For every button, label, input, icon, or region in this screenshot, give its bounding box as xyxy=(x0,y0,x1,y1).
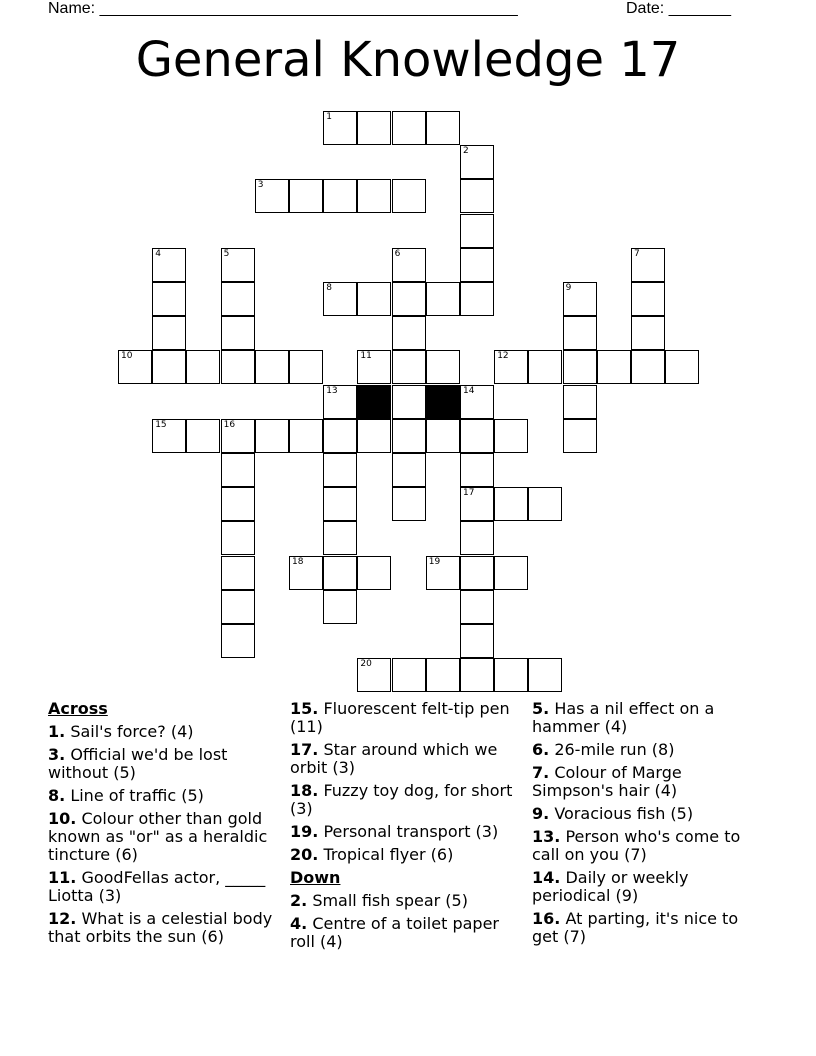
grid-block xyxy=(426,385,460,419)
grid-cell[interactable] xyxy=(460,624,494,658)
grid-cell[interactable] xyxy=(563,316,597,350)
cell-number: 10 xyxy=(121,351,133,362)
clue-text: Person who's come to call on you (7) xyxy=(532,827,741,864)
clue-down-7 xyxy=(532,764,762,800)
clue-text: Daily or weekly periodical (9) xyxy=(532,868,689,905)
grid-cell[interactable] xyxy=(323,111,357,145)
clue-across-19 xyxy=(290,823,515,841)
grid-cell[interactable] xyxy=(221,316,255,350)
date-field[interactable]: Date: _______ xyxy=(626,0,731,17)
cell-number: 12 xyxy=(497,351,509,362)
clue-number: 7. xyxy=(532,763,550,782)
clue-column-2 xyxy=(290,700,515,956)
grid-cell[interactable] xyxy=(426,419,460,453)
clue-across-18 xyxy=(290,782,515,818)
grid-cell[interactable] xyxy=(323,590,357,624)
clue-across-15 xyxy=(290,700,515,736)
grid-cell[interactable] xyxy=(460,453,494,487)
clue-number: 9. xyxy=(532,804,550,823)
grid-cell[interactable] xyxy=(221,487,255,521)
down-heading: Down xyxy=(290,868,341,887)
grid-cell[interactable] xyxy=(152,350,186,384)
grid-cell[interactable] xyxy=(221,282,255,316)
clue-number: 4. xyxy=(290,914,308,933)
clue-text: What is a celestial body that orbits the sun (6) xyxy=(48,909,273,946)
clue-across-11 xyxy=(48,869,278,905)
grid-cell[interactable] xyxy=(289,419,323,453)
clue-text: At parting, it's nice to get (7) xyxy=(532,909,739,946)
cell-number: 3 xyxy=(257,180,264,191)
grid-cell[interactable] xyxy=(255,350,289,384)
clue-text: Tropical flyer (6) xyxy=(323,845,454,864)
grid-cell[interactable] xyxy=(392,111,426,145)
grid-cell[interactable] xyxy=(563,419,597,453)
clue-column-1 xyxy=(48,700,278,951)
grid-cell[interactable] xyxy=(460,419,494,453)
grid-cell[interactable] xyxy=(460,179,494,213)
grid-cell[interactable] xyxy=(665,350,699,384)
clue-text: Fluorescent felt-tip pen (11) xyxy=(290,699,510,736)
clue-text: Centre of a toilet paper roll (4) xyxy=(290,914,499,951)
cell-number: 6 xyxy=(394,248,401,259)
cell-number: 20 xyxy=(360,659,372,670)
clue-column-3 xyxy=(532,700,762,951)
clue-text: GoodFellas actor, _____ Liotta (3) xyxy=(48,868,266,905)
grid-cell[interactable] xyxy=(221,624,255,658)
grid-cell[interactable] xyxy=(357,658,391,692)
grid-cell[interactable] xyxy=(494,658,528,692)
clue-number: 16. xyxy=(532,909,561,928)
cell-number: 9 xyxy=(565,283,572,293)
clue-number: 17. xyxy=(290,740,319,759)
grid-cell[interactable] xyxy=(460,590,494,624)
clue-across-8 xyxy=(48,787,278,805)
grid-cell[interactable] xyxy=(392,385,426,419)
clue-across-20 xyxy=(290,846,515,864)
clue-number: 6. xyxy=(532,740,550,759)
grid-cell[interactable] xyxy=(221,556,255,590)
grid-cell[interactable] xyxy=(631,316,665,350)
grid-cell[interactable] xyxy=(323,556,357,590)
page-title: General Knowledge 17 xyxy=(135,32,681,88)
cell-number: 11 xyxy=(360,351,372,362)
grid-cell[interactable] xyxy=(563,350,597,384)
cell-number: 17 xyxy=(463,488,475,499)
grid-cell[interactable] xyxy=(460,145,494,179)
grid-cell[interactable] xyxy=(323,179,357,213)
cell-number: 2 xyxy=(463,146,469,157)
grid-cell[interactable] xyxy=(494,350,528,384)
clue-text: Sail's force? (4) xyxy=(70,722,194,741)
clue-text: Has a nil effect on a hammer (4) xyxy=(532,699,715,736)
grid-cell[interactable] xyxy=(631,350,665,384)
clue-number: 2. xyxy=(290,891,308,910)
cell-number: 1 xyxy=(326,112,332,122)
grid-cell[interactable] xyxy=(631,282,665,316)
clue-across-12 xyxy=(48,910,278,946)
clue-down-5 xyxy=(532,700,762,736)
grid-cell[interactable] xyxy=(221,350,255,384)
cell-number: 7 xyxy=(634,248,640,259)
grid-cell[interactable] xyxy=(289,179,323,213)
grid-cell[interactable] xyxy=(460,248,494,282)
grid-cell[interactable] xyxy=(392,248,426,282)
grid-cell[interactable] xyxy=(460,282,494,316)
clue-number: 1. xyxy=(48,722,66,741)
grid-cell[interactable] xyxy=(357,419,391,453)
clue-text: Colour other than gold known as "or" as a heraldic tincture (6) xyxy=(48,809,268,864)
grid-cell[interactable] xyxy=(323,487,357,521)
clue-number: 10. xyxy=(48,809,77,828)
grid-cell[interactable] xyxy=(392,487,426,521)
grid-cell[interactable] xyxy=(597,350,631,384)
grid-cell[interactable] xyxy=(357,350,391,384)
grid-cell[interactable] xyxy=(357,556,391,590)
clue-down-6 xyxy=(532,741,762,759)
grid-cell[interactable] xyxy=(392,453,426,487)
clue-down-14 xyxy=(532,869,762,905)
clue-number: 15. xyxy=(290,699,319,718)
grid-cell[interactable] xyxy=(392,282,426,316)
grid-cell[interactable] xyxy=(152,282,186,316)
clue-text: Star around which we orbit (3) xyxy=(290,740,498,777)
clue-down-4 xyxy=(290,915,515,951)
grid-cell[interactable] xyxy=(357,111,391,145)
clue-number: 14. xyxy=(532,868,561,887)
clue-text: Line of traffic (5) xyxy=(70,786,204,805)
cell-number: 15 xyxy=(155,419,167,430)
clue-across-17 xyxy=(290,741,515,777)
grid-cell[interactable] xyxy=(528,487,562,521)
clue-number: 8. xyxy=(48,786,66,805)
clue-text: Voracious fish (5) xyxy=(554,804,694,823)
grid-cell[interactable] xyxy=(392,419,426,453)
clue-down-13 xyxy=(532,828,762,864)
grid-cell[interactable] xyxy=(221,590,255,624)
grid-cell[interactable] xyxy=(221,419,255,453)
cell-number: 19 xyxy=(428,556,441,567)
grid-cell[interactable] xyxy=(186,419,220,453)
grid-cell[interactable] xyxy=(426,282,460,316)
clue-number: 19. xyxy=(290,822,319,841)
clue-across-10 xyxy=(48,810,278,864)
cell-number: 8 xyxy=(326,283,332,293)
grid-cell[interactable] xyxy=(528,350,562,384)
grid-cell[interactable] xyxy=(152,419,186,453)
grid-cell[interactable] xyxy=(392,350,426,384)
grid-cell[interactable] xyxy=(221,521,255,555)
grid-cell[interactable] xyxy=(426,350,460,384)
clue-number: 18. xyxy=(290,781,319,800)
grid-cell[interactable] xyxy=(426,556,460,590)
clue-text: Personal transport (3) xyxy=(323,822,499,841)
grid-cell[interactable] xyxy=(357,282,391,316)
grid-cell[interactable] xyxy=(323,453,357,487)
grid-cell[interactable] xyxy=(460,487,494,521)
grid-cell[interactable] xyxy=(392,179,426,213)
grid-cell[interactable] xyxy=(426,658,460,692)
cell-number: 13 xyxy=(326,385,338,396)
clue-number: 20. xyxy=(290,845,319,864)
clue-number: 12. xyxy=(48,909,77,928)
name-field[interactable]: Name: _______________________________________________ xyxy=(48,0,518,17)
clue-text: Official we'd be lost without (5) xyxy=(48,745,228,782)
grid-cell[interactable] xyxy=(494,556,528,590)
clue-down-2 xyxy=(290,892,515,910)
grid-cell[interactable] xyxy=(152,248,186,282)
grid-cell[interactable] xyxy=(426,111,460,145)
clue-number: 11. xyxy=(48,868,77,887)
grid-cell[interactable] xyxy=(494,487,528,521)
clue-text: 26-mile run (8) xyxy=(554,740,675,759)
grid-cell[interactable] xyxy=(460,658,494,692)
cell-number: 18 xyxy=(292,556,304,567)
grid-cell[interactable] xyxy=(289,350,323,384)
cell-number: 5 xyxy=(223,248,230,259)
grid-cell[interactable] xyxy=(152,316,186,350)
grid-cell[interactable] xyxy=(631,248,665,282)
grid-cell[interactable] xyxy=(323,282,357,316)
grid-cell[interactable] xyxy=(528,658,562,692)
clue-number: 3. xyxy=(48,745,66,764)
clue-across-3 xyxy=(48,746,278,782)
across-heading: Across xyxy=(48,699,108,718)
clue-text: Small fish spear (5) xyxy=(312,891,468,910)
clue-number: 5. xyxy=(532,699,550,718)
grid-cell[interactable] xyxy=(221,453,255,487)
grid-cell[interactable] xyxy=(460,214,494,248)
clue-text: Fuzzy toy dog, for short (3) xyxy=(290,781,513,818)
grid-cell[interactable] xyxy=(460,385,494,419)
grid-cell[interactable] xyxy=(323,385,357,419)
cell-number: 16 xyxy=(223,419,236,430)
grid-cell[interactable] xyxy=(494,419,528,453)
clue-number: 13. xyxy=(532,827,561,846)
grid-cell[interactable] xyxy=(323,521,357,555)
grid-cell[interactable] xyxy=(221,248,255,282)
grid-cell[interactable] xyxy=(460,521,494,555)
grid-cell[interactable] xyxy=(323,419,357,453)
grid-cell[interactable] xyxy=(357,179,391,213)
grid-cell[interactable] xyxy=(460,556,494,590)
grid-cell[interactable] xyxy=(289,556,323,590)
grid-cell[interactable] xyxy=(255,179,289,213)
grid-cell[interactable] xyxy=(392,658,426,692)
grid-cell[interactable] xyxy=(563,385,597,419)
clue-down-16 xyxy=(532,910,762,946)
clue-text: Colour of Marge Simpson's hair (4) xyxy=(532,763,682,800)
grid-block xyxy=(357,385,391,419)
grid-cell[interactable] xyxy=(118,350,152,384)
cell-number: 14 xyxy=(463,385,475,396)
grid-cell[interactable] xyxy=(563,282,597,316)
grid-cell[interactable] xyxy=(392,316,426,350)
clue-down-9 xyxy=(532,805,762,823)
clue-across-1 xyxy=(48,723,278,741)
cell-number: 4 xyxy=(155,248,161,259)
grid-cell[interactable] xyxy=(255,419,289,453)
grid-cell[interactable] xyxy=(186,350,220,384)
